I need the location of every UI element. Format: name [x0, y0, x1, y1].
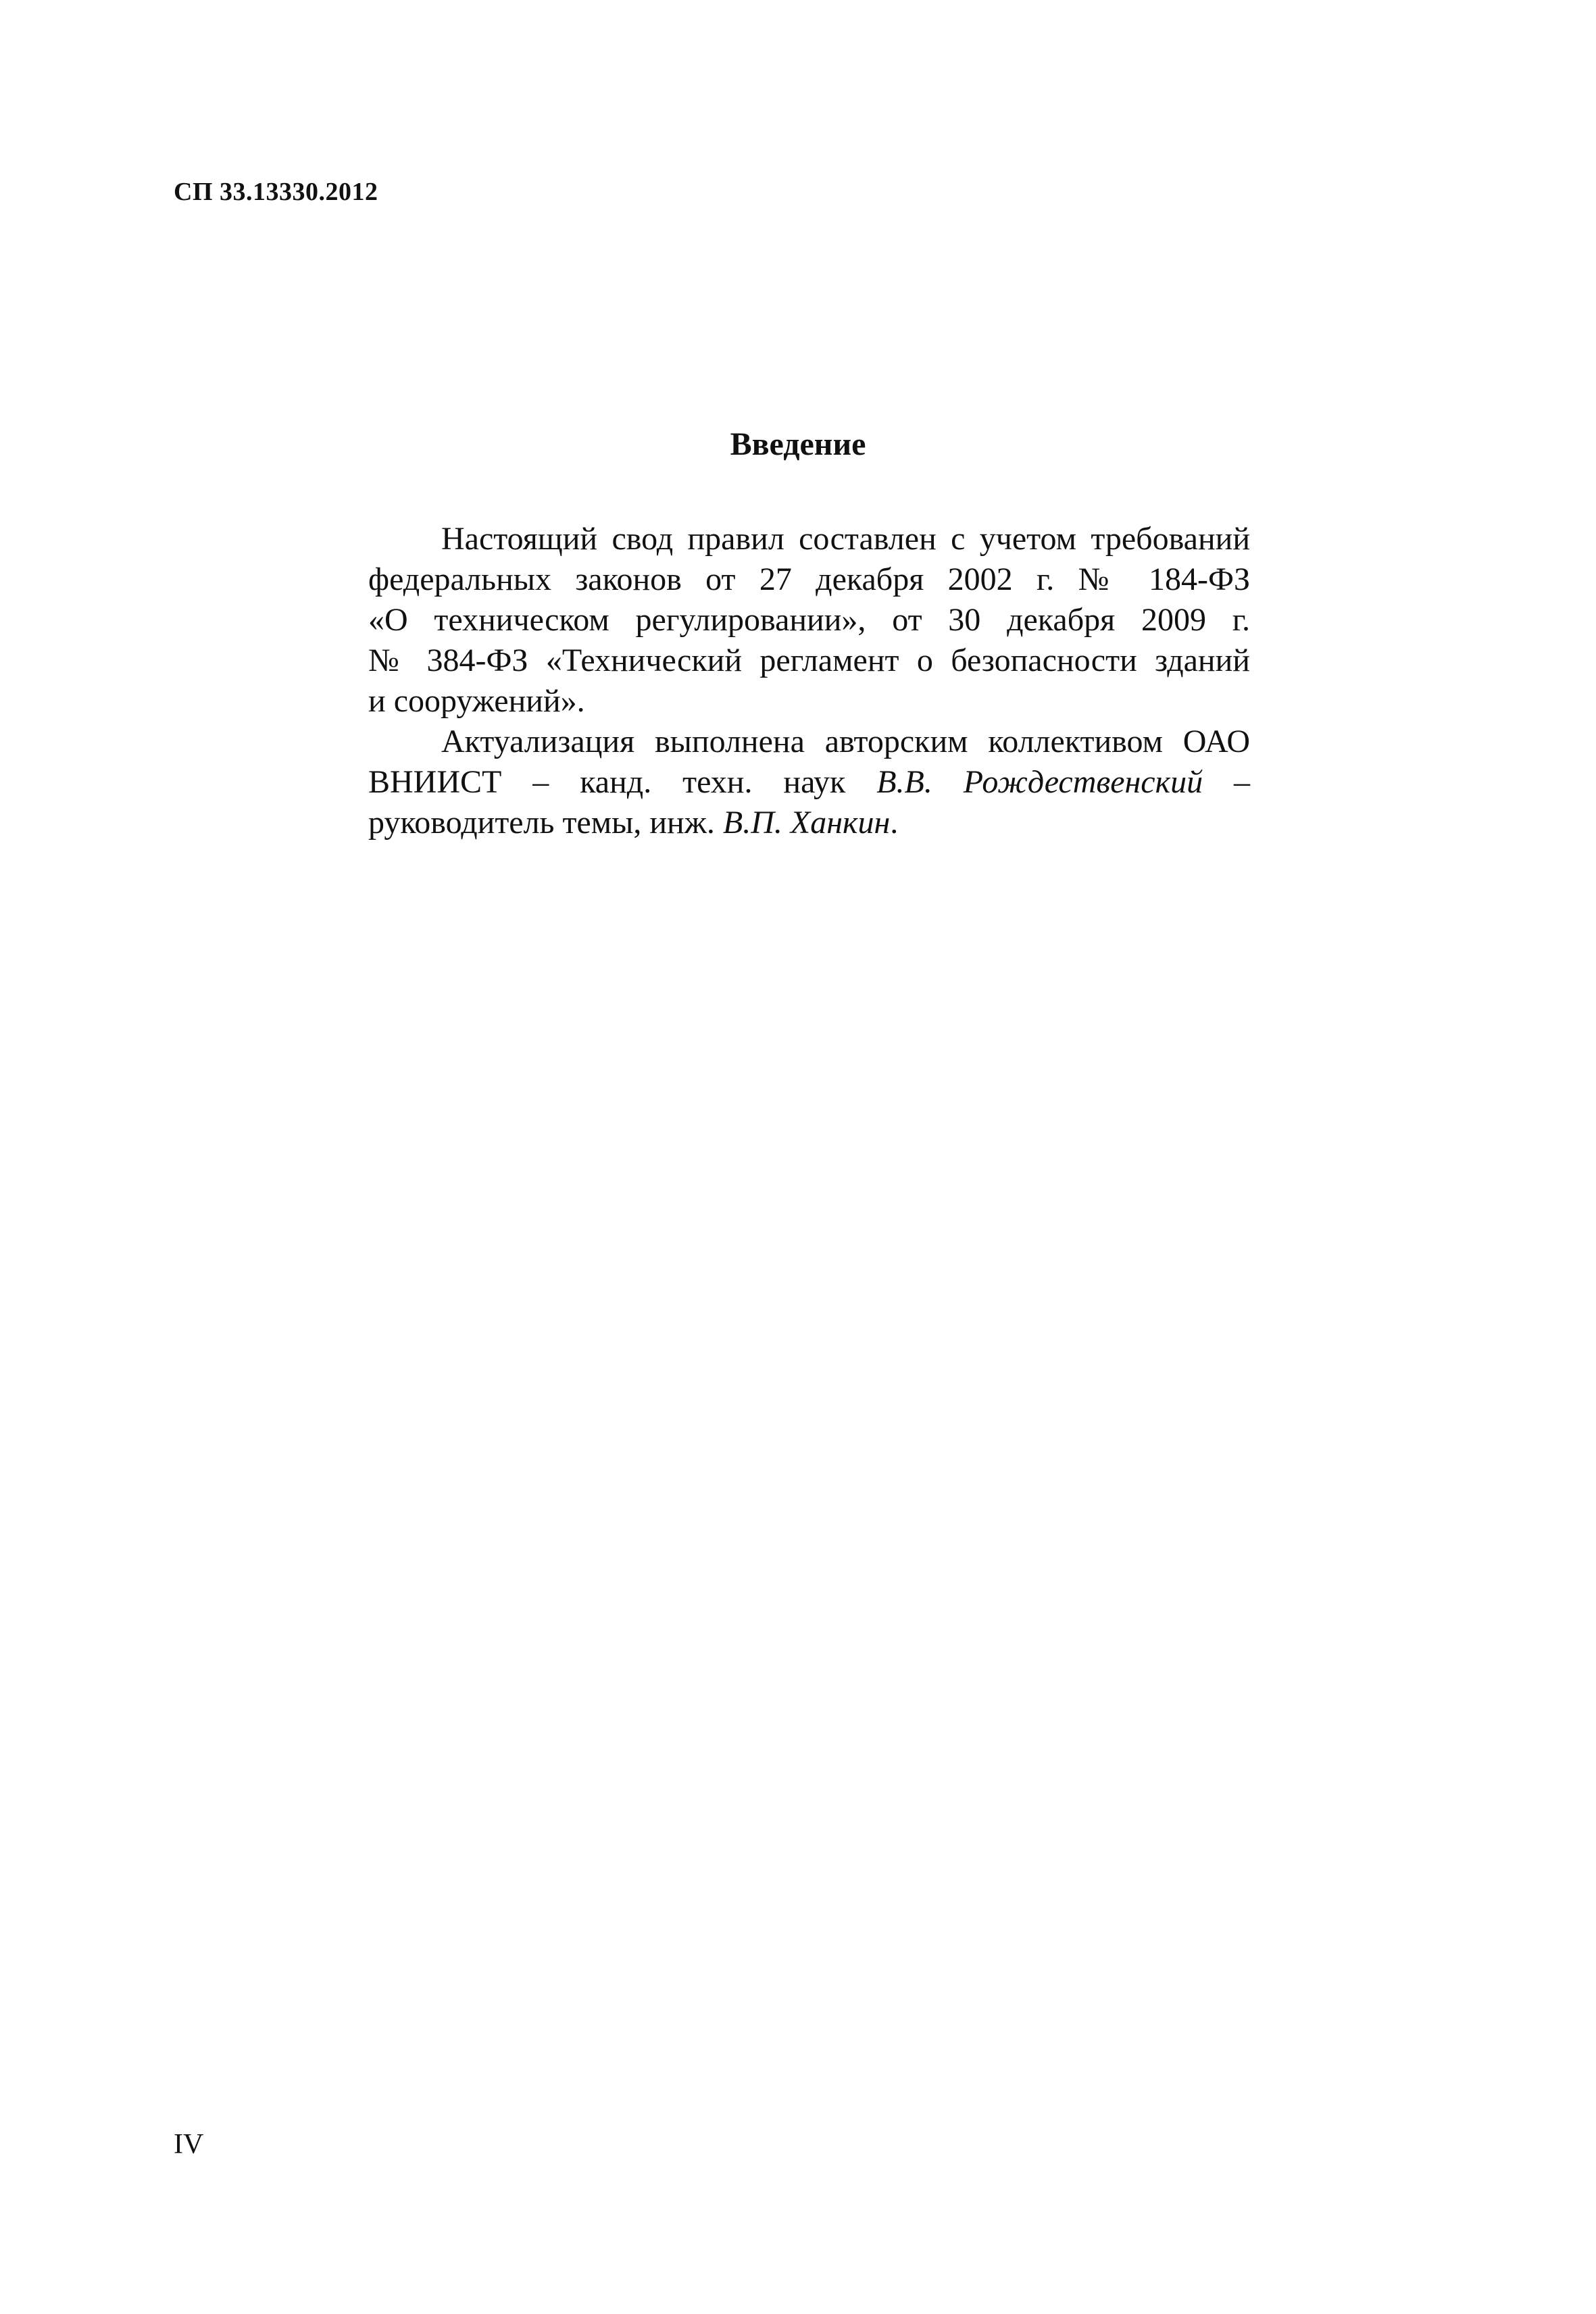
- paragraph-1: [368, 519, 1250, 722]
- paragraph-2: [368, 722, 1250, 843]
- paragraph-2-line-3: [368, 803, 1250, 843]
- period: .: [890, 805, 899, 840]
- paragraph-1-line-5: и сооружений».: [368, 683, 585, 719]
- paragraph-1-line-4: № 384-ФЗ «Технический регламент о безопасности зданий: [368, 643, 1250, 678]
- introduction-text: [368, 519, 1250, 843]
- paragraph-1-line-1: Настоящий свод правил составлен с учетом требований: [441, 521, 1250, 557]
- document-code: СП 33.13330.2012: [174, 178, 378, 206]
- paragraph-2-line-2: [368, 762, 1250, 803]
- author-name-rozhdestvensky: В.В. Рождественский: [876, 764, 1203, 800]
- author-name-khankin: В.П. Ханкин: [722, 805, 891, 840]
- section-title: Введение: [730, 426, 866, 462]
- organization-credit: ВНИИСТ – канд. техн. наук: [368, 764, 877, 800]
- paragraph-1-line-3: «О техническом регулировании», от 30 декабря 2009 г.: [368, 602, 1250, 638]
- paragraph-2-line-1: Актуализация выполнена авторским коллективом ОАО: [441, 724, 1250, 759]
- page-number: IV: [174, 2129, 204, 2160]
- role-credit: руководитель темы, инж.: [368, 805, 723, 840]
- dash: –: [1203, 764, 1251, 800]
- paragraph-1-line-2: федеральных законов от 27 декабря 2002 г. № 184-ФЗ: [368, 561, 1250, 597]
